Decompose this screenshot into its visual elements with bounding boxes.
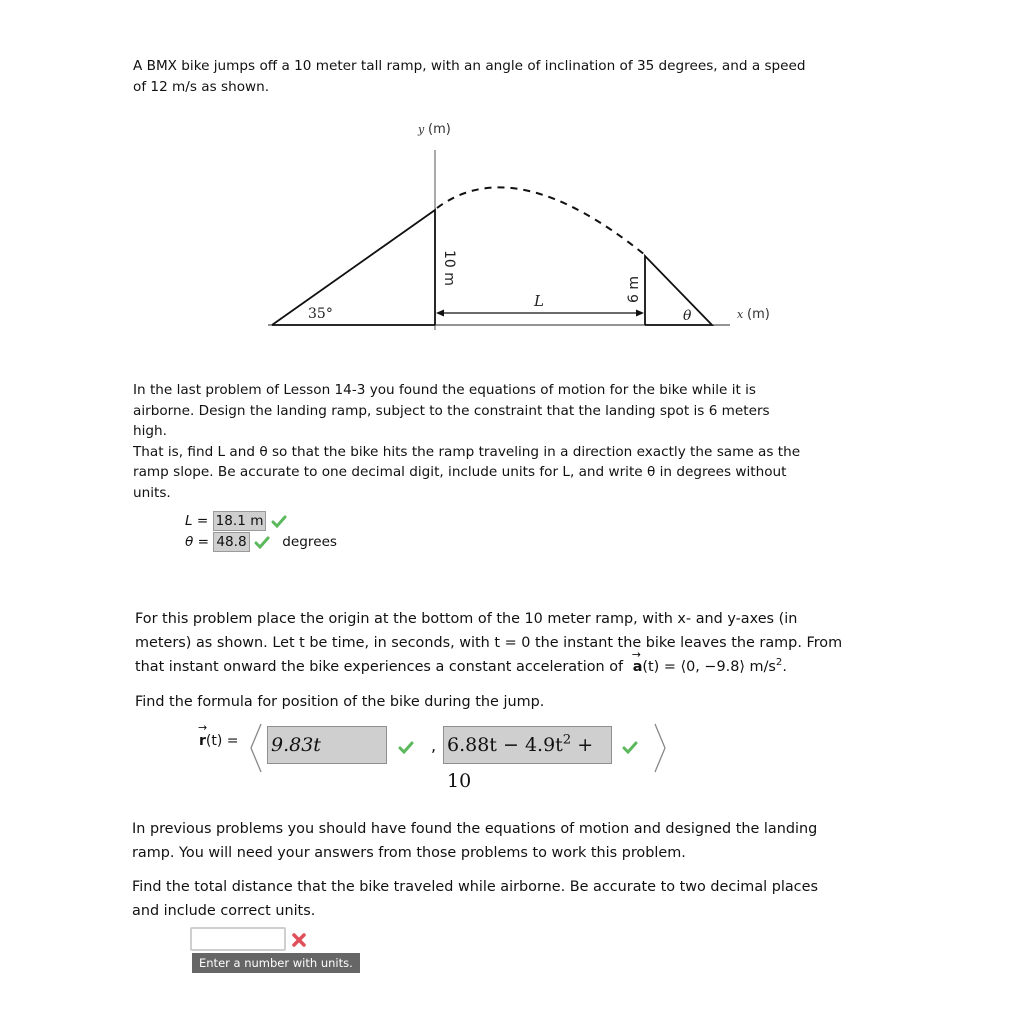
distance-label: L <box>534 292 544 310</box>
part3-line-4: and include correct units. <box>132 903 316 919</box>
trajectory-path <box>437 187 645 255</box>
part1-line: high. <box>133 423 167 439</box>
y-axis-label: y <box>418 123 425 136</box>
part1-line: units. <box>133 484 171 501</box>
part1-line: airborne. Design the landing ramp, subject to the constraint that the landing spot is 6 meters <box>133 402 770 419</box>
incorrect-x-icon <box>291 932 307 948</box>
part3-line-1: In previous problems you should have found the equations of motion and designed the landing <box>132 821 818 837</box>
landing-ramp <box>645 256 712 325</box>
check-icon <box>398 740 414 754</box>
landing-height-label: 6 m <box>626 276 642 303</box>
svg-text:(m): (m) <box>428 122 451 137</box>
part2-question: Find the formula for position of the bike during the jump. <box>135 694 545 710</box>
part2-text <box>135 607 895 714</box>
position-vector-label: → r(t) = <box>199 733 239 749</box>
acceleration-vector-symbol: → a <box>633 655 643 679</box>
takeoff-height-label: 10 m <box>441 250 457 286</box>
landing-angle-label: θ <box>683 308 692 324</box>
check-icon <box>622 740 638 754</box>
part1-line: ramp slope. Be accurate to one decimal digit, include units for L, and write θ in degrees without <box>133 464 787 480</box>
check-icon <box>271 514 287 528</box>
distance-answer-input[interactable] <box>190 927 286 951</box>
takeoff-ramp <box>272 210 435 325</box>
part1-answers <box>185 511 337 553</box>
left-angle-bracket-icon <box>248 722 264 774</box>
part2-line-3: that instant onward the bike experiences a constant acceleration of → a(t) = ⟨0, −9.8⟩ $m/s^2$. <box>135 655 895 679</box>
answer-row-theta <box>185 532 337 553</box>
answer-row-L <box>185 511 337 532</box>
x-axis-label: x <box>737 308 744 321</box>
part2-line-2: meters) as shown. Let t be time, in seconds, with t = 0 the instant the bike leaves the ramp. From <box>135 635 843 651</box>
part1-line: That is, find L and θ so that the bike hits the ramp traveling in a direction exactly the same as the <box>133 443 801 460</box>
right-angle-bracket-icon <box>652 722 668 774</box>
ramp-diagram <box>0 0 1024 360</box>
part3-line-3: Find the total distance that the bike traveled while airborne. Be accurate to two decimal places <box>132 879 818 895</box>
svg-text:(m): (m) <box>747 307 770 322</box>
part2-line-1: For this problem place the origin at the bottom of the 10 meter ramp, with x- and y-axes (in <box>135 611 798 627</box>
part1-line: In the last problem of Lesson 14-3 you found the equations of motion for the bike while it is <box>133 382 757 398</box>
check-icon <box>254 535 270 549</box>
part1-text <box>133 380 823 503</box>
intro-line-1: A BMX bike jumps off a 10 meter tall ramp, with an angle of inclination of 35 degrees, and a speed <box>133 58 806 74</box>
component-separator: , <box>431 736 437 755</box>
input-hint-tooltip: Enter a number with units. <box>192 953 360 973</box>
degrees-unit: degrees <box>282 534 338 550</box>
answer-label: θ = <box>185 534 210 550</box>
answer-label: L = <box>185 513 209 529</box>
L-answer-field[interactable]: 18.1 m <box>213 511 267 531</box>
part3-line-2: ramp. You will need your answers from those problems to work this problem. <box>132 845 686 861</box>
intro-line-2: of 12 m/s as shown. <box>133 78 270 95</box>
takeoff-angle-label: 35° <box>308 306 333 322</box>
part3-text <box>132 817 872 923</box>
position-y-answer-field[interactable]: $6.88t - 4.9t^2 + 10$ <box>443 726 612 764</box>
position-x-answer-field[interactable]: 9.83t <box>267 726 387 764</box>
theta-answer-field[interactable]: 48.8 <box>213 532 249 552</box>
